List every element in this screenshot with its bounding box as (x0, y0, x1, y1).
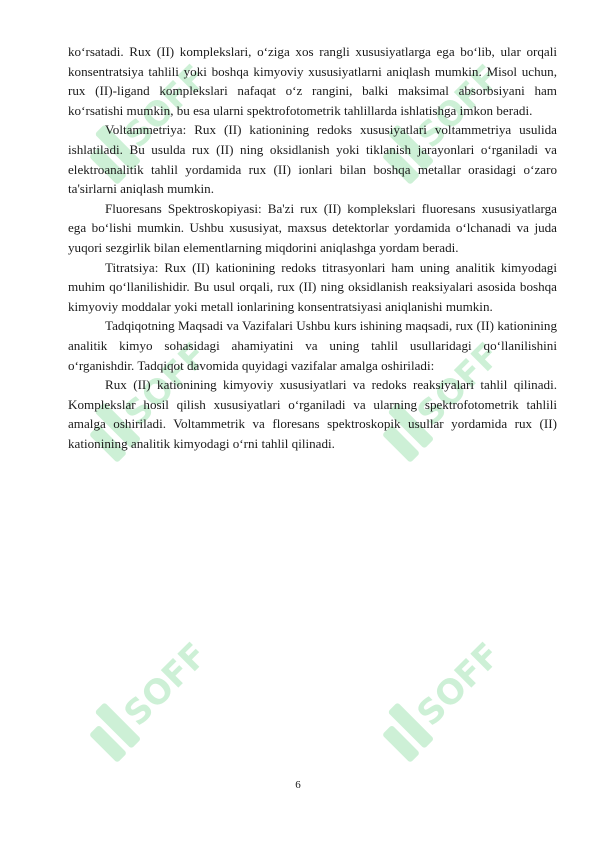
paragraph-research-goals: Tadqiqotning Maqsadi va Vazifalari Ushbu kurs ishining maqsadi, rux (II) kationining analitik kimyo sohasidagi ahamiyatini va uning tahlil usullaridagi qo‘llanilishini o‘rganishdir. Tadqiqot davomida quyidagi vazifalar amalga oshiriladi: (68, 318, 557, 373)
paragraph-voltammetry: Voltammetriya: Rux (II) kationining redoks xususiyatlari voltammetriya usulida ishlatiladi. Bu usulda rux (II) ning oksidlanish yoki tiklanish jarayonlari o‘rganiladi va elektroanalitik tahlil yordamida rux (II) ionlari bilan boshqa metallar orasidagi o‘zaro ta'sirlarni aniqlash mumkin. (68, 122, 557, 197)
watermark-text: SOFF (409, 335, 505, 434)
watermark-logo (62, 630, 212, 780)
watermark-text: SOFF (409, 57, 505, 156)
paragraph-tasks: Rux (II) kationining kimyoviy xususiyatlari va redoks reaksiyalari tahlil qilinadi. Komplekslar hosil qilish xususiyatlari o‘rganiladi va ularning spektrofotometrik tahlili amalga oshiriladi. Voltammetrik va floresans spektroskopik usullar yordamida rux (II) kationining analitik kimyodagi o‘rni tahlil qilinadi. (68, 377, 557, 451)
page-number: 6 (295, 779, 301, 791)
paragraph-fluorescence: Fluoresans Spektroskopiyasi: Ba'zi rux (II) komplekslari fluoresans xususiyatlarga ega bo‘lishi mumkin. Ushbu xususiyat, maxsus detektorlar yordamida o‘lchanadi va juda yuqori sezgirlik bilan elementlarning miqdorini aniqlashga yordam beradi. (68, 200, 557, 255)
paragraph-titration: Titratsiya: Rux (II) kationining redoks titrasyonlari ham uning analitik kimyodagi muhim qo‘llanilishidir. Bu usul orqali, rux (II) ning oksidlanish reaksiyalari asosida boshqa kimyoviy moddalar yoki metall ionlarining konsentratsiyasi aniqlanishi mumkin. (68, 259, 557, 314)
watermark-text: SOFF (116, 635, 212, 734)
watermark-text: SOFF (116, 335, 212, 434)
paragraph-continuation: ko‘rsatadi. Rux (II) komplekslari, o‘ziga xos rangli xususiyatlarga ega bo‘lib, ular orqali konsentratsiya tahlili yoki boshqa kimyoviy xususiyatlarni aniqlash mumkin. Misol uchun, rux (II)-ligand komplekslari nafaqat o‘z rangini, balki maksimal absorbsiyani ham ko‘rsatishi mumkin, bu esa ularni spektrofotometrik tahlillarda ishlatishga imkon beradi. (68, 44, 557, 118)
body-text (68, 42, 557, 453)
watermark-logo (355, 630, 505, 780)
watermark-text: SOFF (116, 57, 212, 156)
watermark-text: SOFF (409, 635, 505, 734)
